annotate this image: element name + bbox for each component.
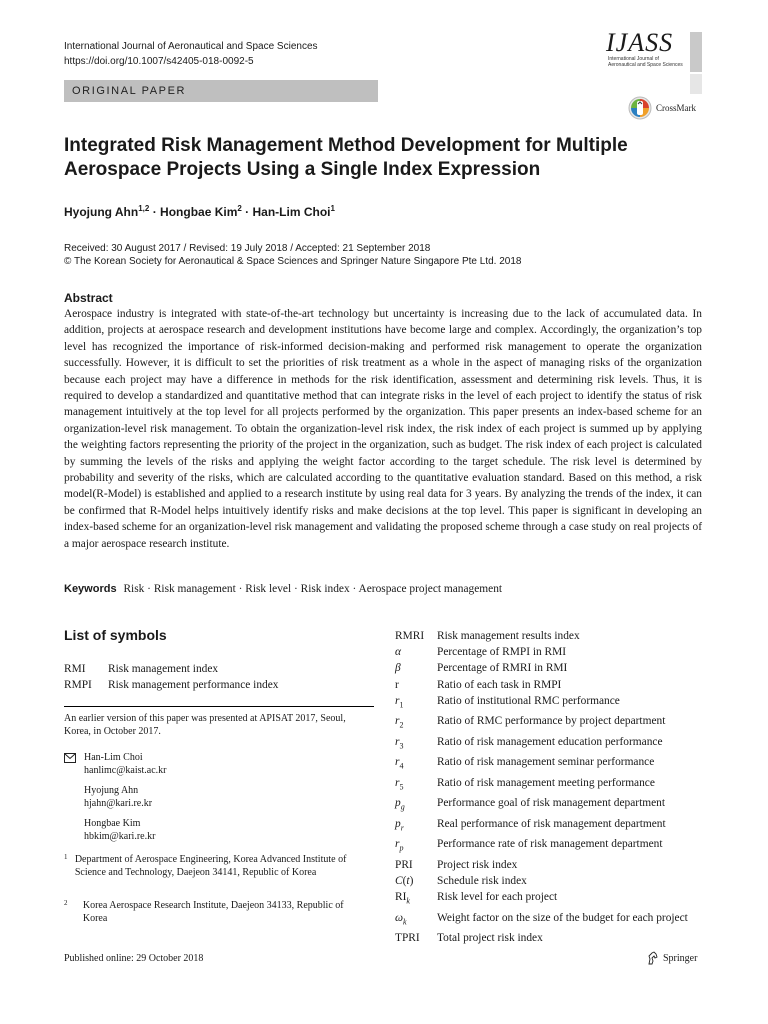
- symbol-description: Performance rate of risk management department: [437, 838, 663, 851]
- journal-name: International Journal of Aeronautical and Space Sciences: [64, 41, 318, 52]
- article-dates: Received: 30 August 2017 / Revised: 19 July 2018 / Accepted: 21 September 2018: [64, 243, 431, 254]
- symbol-description: Weight factor on the size of the budget for each project: [437, 911, 688, 924]
- author-affil: 2: [237, 204, 242, 213]
- symbol-row: [395, 713, 703, 733]
- symbol: RMPI: [64, 679, 92, 691]
- symbol: β: [395, 662, 401, 675]
- symbol-description: Real performance of risk management department: [437, 817, 666, 830]
- author-affil: 1: [330, 204, 335, 213]
- abstract-text: Aerospace industry is integrated with state-of-the-art technology but uncertainty is increasing due to the lack of accumulated data. In addition, projects at aerospace research and development institutions have become large and complex. Accordingly, the organization’s top level has recognized the importance of risk-informed decision-making and performed risk management to operate the organization successfully. However, it is difficult to set the priorities of risk treatment as a whole in the aspect of managing risks of the organization because each project may have a difference in methods for the risk identification, assessment and determining risk levels. Thus, it is required to develop a standardized and quantitative method that can integrate risks in the level of each project to identify the status of risk management intuitively at the top level for all projects performed by the organization. This paper presents an index-based scheme for an organization-level risk management. To obtain the organization-level risk index, the risk index of each project is summed up by applying the weighting factors representing the priority of the project in the organization, such as budget. The risk index of each project is calculated by summing the levels of the risks and applying the weight factor according to the target schedule. The risk level is determined by probability and severity of the risks, which are calculated according to the quantitative evaluation standard. Based on this method, a risk model(R-Model) is established and applied to a research institute by using real data for 3 years. By analyzing the trends of the index, it can be confirmed that R-Model helps intuitively identify risks and make decisions at the top level. This paper is significant in developing an index-based scheme for an organization-level risk management and validating the proposed scheme through a case study on real projects of a major aerospace research institute.: [64, 308, 702, 550]
- symbol: $RI_k$: [395, 891, 410, 906]
- symbol: $\omega_k$: [395, 911, 407, 926]
- symbol-row: [395, 857, 703, 873]
- symbol-row: [64, 677, 278, 693]
- symbol: $r_3$: [395, 735, 404, 751]
- symbol-row: [395, 775, 703, 795]
- symbol: C(t): [395, 874, 414, 887]
- symbol-description: Risk management results index: [437, 630, 580, 642]
- publisher-name: Springer: [663, 952, 698, 964]
- symbol-row: [395, 930, 703, 946]
- symbol-description: Ratio of RMC performance by project department: [437, 715, 666, 728]
- contact-entry: [84, 784, 167, 810]
- author-affil: 1,2: [138, 204, 150, 213]
- symbol-row: [395, 754, 703, 774]
- symbol-row: [395, 836, 703, 856]
- contact-email[interactable]: hbkim@kari.re.kr: [84, 831, 156, 842]
- symbol-row: [395, 910, 703, 930]
- keywords-line: [64, 583, 502, 595]
- symbol: $r_4$: [395, 756, 404, 771]
- footnote-divider: [64, 706, 374, 707]
- symbol: α: [395, 646, 401, 659]
- paper-title: Integrated Risk Management Method Development for Multiple Aerospace Projects Using a Single Index Expression: [64, 135, 628, 180]
- earlier-version-note: An earlier version of this paper was presented at APISAT 2017, Seoul, Korea, in October 2017.: [64, 713, 346, 737]
- author-name[interactable]: Hongbae Kim: [160, 205, 238, 219]
- symbol-row: [395, 816, 703, 836]
- affiliation-text: Department of Aerospace Engineering, Korea Advanced Institute of Science and Technology, Daejeon 34141, Republic of Korea: [74, 854, 347, 878]
- symbol: r: [395, 678, 399, 691]
- symbol: $r_5$: [395, 776, 404, 792]
- symbol: PRI: [395, 858, 413, 871]
- crossmark-badge[interactable]: [628, 95, 696, 121]
- header-side-bar-light: [690, 74, 702, 94]
- symbol-description: Percentage of RMRI in RMI: [437, 662, 568, 675]
- contact-email[interactable]: hjahn@kari.re.kr: [84, 798, 153, 809]
- article-type-banner: ORIGINAL PAPER: [64, 80, 378, 102]
- keywords-label: Keywords: [64, 583, 117, 595]
- crossmark-icon: [628, 96, 652, 120]
- symbol-description: Risk management index: [108, 663, 219, 675]
- contact-list: [84, 751, 167, 850]
- journal-logo-text: IJASS: [606, 28, 674, 57]
- affiliation-entry: [64, 853, 354, 879]
- header-side-bar: [690, 32, 702, 72]
- contact-name: Han-Lim Choi: [84, 752, 143, 763]
- affiliation-number: 2: [64, 899, 68, 907]
- symbol-row: [395, 795, 703, 815]
- doi-link[interactable]: https://doi.org/10.1007/s42405-018-0092-5: [64, 56, 254, 67]
- symbol-description: Risk management performance index: [108, 679, 279, 691]
- symbol-row: [395, 734, 703, 754]
- publisher-logo[interactable]: [647, 951, 697, 965]
- symbol: $r_1$: [395, 694, 404, 710]
- contact-entry: [84, 817, 167, 843]
- keywords-text: Risk · Risk management · Risk level · Risk index · Aerospace project management: [123, 583, 503, 595]
- symbol-description: Ratio of each task in RMPI: [437, 678, 562, 691]
- symbol-row: [64, 661, 278, 677]
- author-name[interactable]: Hyojung Ahn: [64, 205, 139, 219]
- symbol: RMRI: [395, 630, 425, 642]
- symbol-row: [395, 644, 703, 660]
- symbol-row: [395, 677, 703, 693]
- symbol: $r_2$: [395, 715, 404, 730]
- affiliation-text: Korea Aerospace Research Institute, Daejeon 34133, Republic of Korea: [82, 900, 344, 924]
- symbol-description: Risk level for each project: [437, 891, 558, 904]
- symbol-row: [395, 873, 703, 889]
- symbol-description: Percentage of RMPI in RMI: [437, 646, 567, 659]
- symbol-description: Ratio of institutional RMC performance: [437, 694, 620, 707]
- symbol-row: [395, 693, 703, 713]
- copyright-notice: © The Korean Society for Aeronautical & Space Sciences and Springer Nature Singapore Pte Ltd. 2018: [64, 256, 522, 267]
- published-date: Published online: 29 October 2018: [64, 953, 204, 964]
- springer-horse-icon: [647, 951, 659, 965]
- contact-name: Hongbae Kim: [84, 818, 141, 829]
- symbol: RMI: [64, 663, 86, 675]
- author-separator: ·: [152, 205, 157, 219]
- envelope-icon: [64, 753, 76, 763]
- journal-logo: [606, 30, 684, 72]
- symbol: $p_r$: [395, 817, 404, 832]
- author-list: [64, 204, 335, 219]
- author-name[interactable]: Han-Lim Choi: [252, 205, 331, 219]
- symbol-description: Ratio of risk management meeting performance: [437, 776, 655, 789]
- symbol-row: [395, 660, 703, 676]
- symbol-description: Total project risk index: [437, 932, 543, 945]
- symbol: $p_g$: [395, 797, 405, 812]
- contact-entry: [84, 751, 167, 777]
- symbol-description: Schedule risk index: [437, 874, 527, 887]
- symbols-right-list: [395, 628, 703, 946]
- affiliation-number: 1: [64, 853, 68, 861]
- symbol: $r_p$: [395, 838, 404, 853]
- affiliation-entry: [64, 899, 354, 925]
- symbol: TPRI: [395, 932, 420, 945]
- crossmark-label: CrossMark: [656, 103, 696, 113]
- author-separator: ·: [245, 205, 250, 219]
- symbol-row: [395, 889, 703, 909]
- symbol-row: [395, 628, 703, 644]
- list-of-symbols-heading: List of symbols: [64, 627, 167, 643]
- symbol-description: Ratio of risk management education performance: [437, 735, 663, 748]
- contact-email[interactable]: hanlimc@kaist.ac.kr: [84, 765, 167, 776]
- symbol-description: Project risk index: [437, 858, 518, 871]
- symbol-description: Ratio of risk management seminar performance: [437, 756, 655, 769]
- symbol-description: Performance goal of risk management department: [437, 797, 666, 810]
- journal-logo-subtitle: International Journal of Aeronautical and Space Sciences: [608, 56, 683, 68]
- abstract-heading: Abstract: [64, 291, 113, 305]
- symbols-left-list: [64, 661, 278, 693]
- contact-name: Hyojung Ahn: [84, 785, 139, 796]
